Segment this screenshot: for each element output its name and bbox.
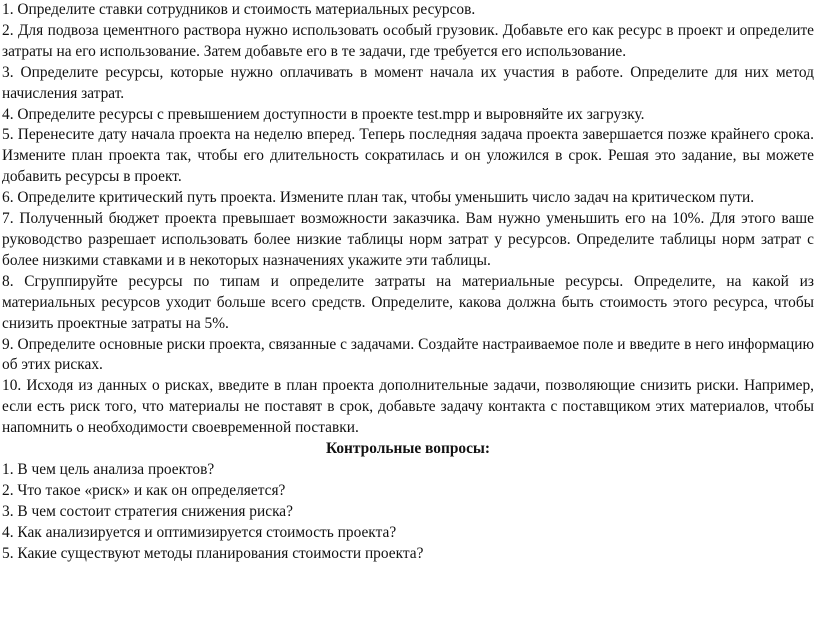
task-item-2: 2. Для подвоза цементного раствора нужно использовать особый грузовик. Добавьте его как ресурс в проект и определите затраты на его использование. Затем добавьте его в те задачи, где требуется его использование. [2,21,814,60]
question-item-3: 3. В чем состоит стратегия снижения риска? [2,502,293,520]
question-item-2: 2. Что такое «риск» и как он определяется? [2,481,286,499]
task-item-6: 6. Определите критический путь проекта. Измените план так, чтобы уменьшить число задач на критическом пути. [2,189,755,207]
task-item-8: 8. Сгруппируйте ресурсы по типам и определите затраты на материальные ресурсы. Определите, на какой из материальных ресурсов уходит больше всего средств. Определите, какова должна быть стоимость этого ресурса, чтобы снизить проектные затраты на 5%. [2,272,814,332]
control-questions-heading: Контрольные вопросы: [325,440,491,458]
question-item-4: 4. Как анализируется и оптимизируется стоимость проекта? [2,523,397,541]
task-item-5: 5. Перенесите дату начала проекта на неделю вперед. Теперь последняя задача проекта завершается позже крайнего срока. Измените план проекта так, чтобы его длительность сократилась и он уложился в срок. Решая это задание, вы можете добавить ресурсы в проект. [2,126,814,186]
question-item-5: 5. Какие существуют методы планирования стоимости проекта? [2,544,424,562]
question-item-1: 1. В чем цель анализа проектов? [2,460,215,478]
task-item-9: 9. Определите основные риски проекта, связанные с задачами. Создайте настраиваемое поле и введите в него информацию об этих рисках. [2,335,814,374]
task-item-7: 7. Полученный бюджет проекта превышает возможности заказчика. Вам нужно уменьшить его на 10%. Для этого ваше руководство разрешает использовать более низкие таблицы норм затрат у ресурсов. Определите таблицы норм затрат с более низкими ставками и в некоторых назначениях укажите эти таблицы. [2,210,814,269]
task-item-3: 3. Определите ресурсы, которые нужно оплачивать в момент начала их участия в работе. Определите для них метод начисления затрат. [2,63,814,102]
task-item-10: 10. Исходя из данных о рисках, введите в план проекта дополнительные задачи, позволяющие снизить риски. Например, если есть риск того, что материалы не поставят в срок, добавьте задачу контакта с поставщиком этих материалов, чтобы напомнить о необходимости своевременной поставки. [2,377,814,437]
task-item-4: 4. Определите ресурсы с превышением доступности в проекте test.mpp и выровняйте их загрузку. [2,105,645,123]
task-item-1: 1. Определите ставки сотрудников и стоимость материальных ресурсов. [2,1,476,18]
